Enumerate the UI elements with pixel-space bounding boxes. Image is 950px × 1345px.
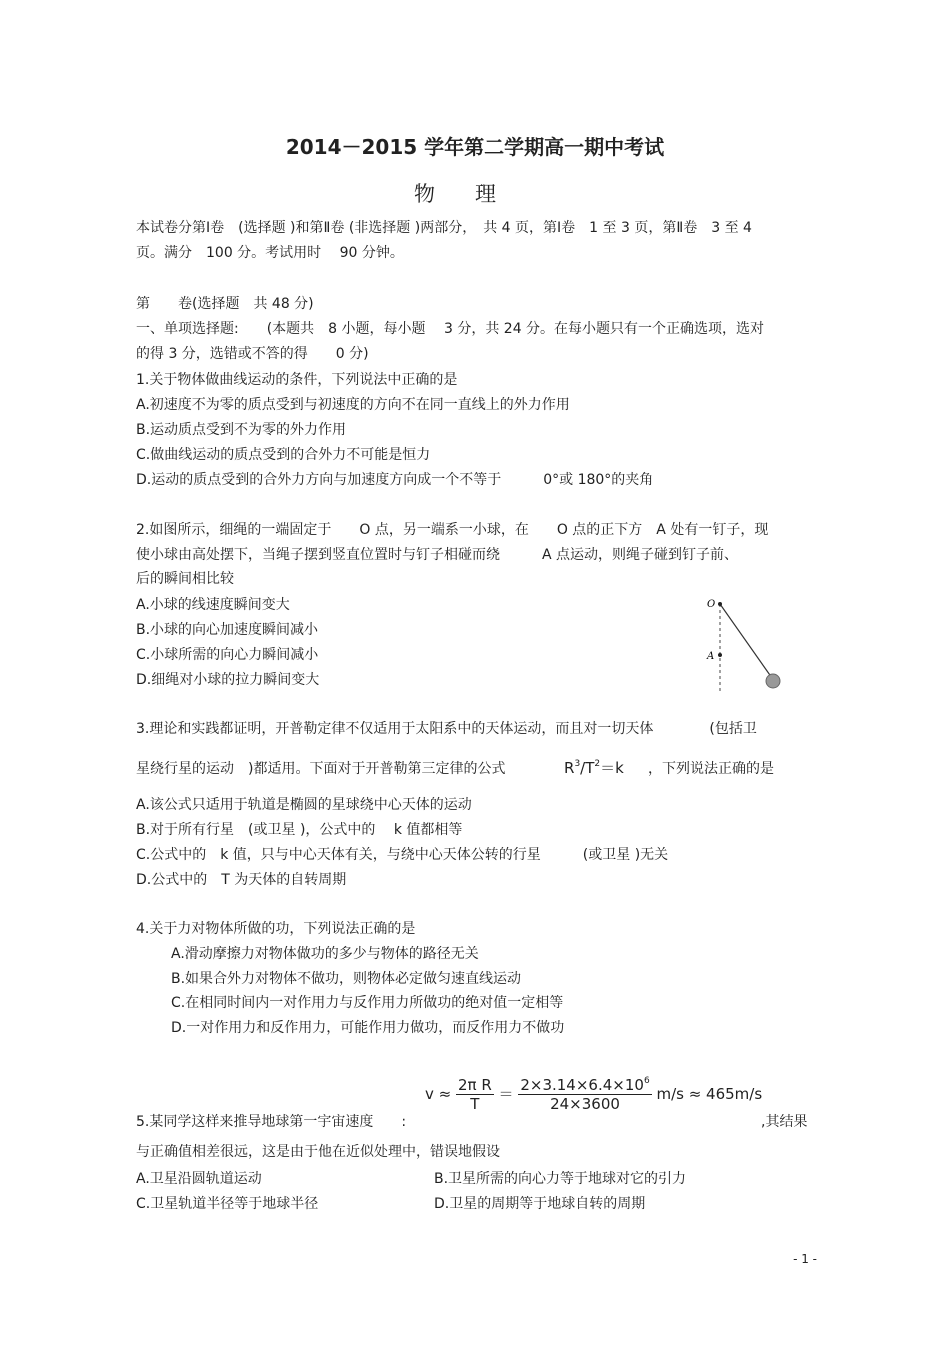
q2-stem-2: 使小球由高处摆下，当绳子摆到竖直位置时与钉子相碰而绕 A 点运动，则绳子碰到钉子前、 [136,547,739,563]
label-o: O [707,599,716,610]
q2-stem-1: 2.如图所示，细绳的一端固定于 O 点，另一端系一小球，在 O 点的正下方 A 处有一钉子，现 [136,522,769,538]
kepler-r-exponent: 3 [574,759,581,769]
part-instructions-1: 一、单项选择题: (本题共 8 小题，每小题 3 分，共 24 分。在每小题只有一个正确选项，选对 [136,321,765,337]
kepler-t-exponent: 2 [594,759,601,769]
q1-option-c: C.做曲线运动的质点受到的合外力不可能是恒力 [136,447,431,463]
q2-option-a: A.小球的线速度瞬间变大 [136,597,290,613]
part-instructions-2: 的得 3 分，选错或不答的得 0 分) [136,346,369,362]
q3-option-b: B.对于所有行星 (或卫星 )，公式中的 k 值都相等 [136,822,463,838]
fraction-1-numerator: 2π R [458,1076,492,1094]
q4-option-a: A.滑动摩擦力对物体做功的多少与物体的路径无关 [171,946,479,962]
fraction-1-denominator: T [470,1095,480,1113]
fraction-2-numerator [518,1076,651,1095]
string-line [720,604,772,678]
q3-stem-2: 星绕行星的运动 )都适用。下面对于开普勒第三定律的公式 [136,761,506,777]
q2-option-c: C.小球所需的向心力瞬间减小 [136,647,319,663]
q3-option-d: D.公式中的 T 为天体的自转周期 [136,872,347,888]
q5-option-d: D.卫星的周期等于地球自转的周期 [434,1196,646,1212]
q2-option-b: B.小球的向心加速度瞬间减小 [136,622,319,638]
escape-velocity-formula [425,1076,762,1113]
q2-option-d: D.细绳对小球的拉力瞬间变大 [136,672,320,688]
intro-line-2: 页。满分 100 分。考试用时 90 分钟。 [136,245,404,261]
formula-rhs: m/s ≈ 465m/s [656,1085,763,1103]
q5-option-b: B.卫星所需的向心力等于地球对它的引力 [434,1171,687,1187]
q5-stem-1: 5.某同学这样来推导地球第一宇宙速度 : [136,1114,407,1130]
formula-lhs: v ≈ [425,1085,452,1103]
q1-stem: 1.关于物体做曲线运动的条件，下列说法中正确的是 [136,372,458,388]
q4-option-d: D.一对作用力和反作用力，可能作用力做功，而反作用力不做功 [171,1020,565,1036]
nail-point-a [718,653,722,657]
formula-equals: ＝ [498,1085,514,1103]
q4-option-c: C.在相同时间内一对作用力与反作用力所做功的绝对值一定相等 [171,995,564,1011]
subject-heading: 物理 [414,182,536,206]
kepler-rhs: ＝k [600,759,624,777]
q5-stem-1-tail: ,其结果 [761,1114,808,1130]
intro-line-1: 本试卷分第Ⅰ卷 (选择题 )和第Ⅱ卷 (非选择题 )两部分， 共 4 页，第Ⅰ卷 1 至 3 页，第Ⅱ卷 3 至 4 [136,220,752,236]
ball [766,674,780,688]
page-number: - 1 - [793,1252,817,1266]
q3-option-a: A.该公式只适用于轨道是椭圆的星球绕中心天体的运动 [136,797,472,813]
q3-option-c: C.公式中的 k 值，只与中心天体有关，与绕中心天体公转的行星 (或卫星 )无关 [136,847,669,863]
kepler-formula [564,757,624,778]
kepler-r: R [564,759,575,777]
kepler-t: /T [580,759,595,777]
section-heading: 第 卷(选择题 共 48 分) [136,296,314,312]
q1-option-a: A.初速度不为零的质点受到与初速度的方向不在同一直线上的外力作用 [136,397,570,413]
q5-option-c: C.卫星轨道半径等于地球半径 [136,1196,319,1212]
fraction-2-exponent: 6 [643,1076,650,1086]
fraction-1 [456,1076,494,1113]
q3-stem-1: 3.理论和实践都证明，开普勒定律不仅适用于太阳系中的天体运动，而且对一切天体 (包括卫 [136,721,757,737]
q4-option-b: B.如果合外力对物体不做功，则物体必定做匀速直线运动 [171,971,522,987]
pendulum-diagram [700,592,790,692]
fraction-2-denominator: 24×3600 [550,1095,620,1113]
q2-stem-3: 后的瞬间相比较 [136,571,234,587]
exam-title: 2014－2015 学年第二学期高一期中考试 [285,135,665,159]
q5-stem-2: 与正确值相差很远，这是由于他在近似处理中，错误地假设 [136,1144,500,1160]
q3-stem-2-tail: ，下列说法正确的是 [648,761,774,777]
q1-option-d: D.运动的质点受到的合外力方向与加速度方向成一个不等于 0°或 180°的夹角 [136,472,654,488]
q4-stem: 4.关于力对物体所做的功，下列说法正确的是 [136,921,416,937]
pivot-point-o [718,602,722,606]
q1-option-b: B.运动质点受到不为零的外力作用 [136,422,347,438]
label-a: A [707,651,715,662]
fraction-2 [518,1076,651,1113]
q5-option-a: A.卫星沿圆轨道运动 [136,1171,262,1187]
pendulum-figure [700,592,790,692]
fraction-2-numerator-base: 2×3.14×6.4×10 [520,1076,644,1094]
